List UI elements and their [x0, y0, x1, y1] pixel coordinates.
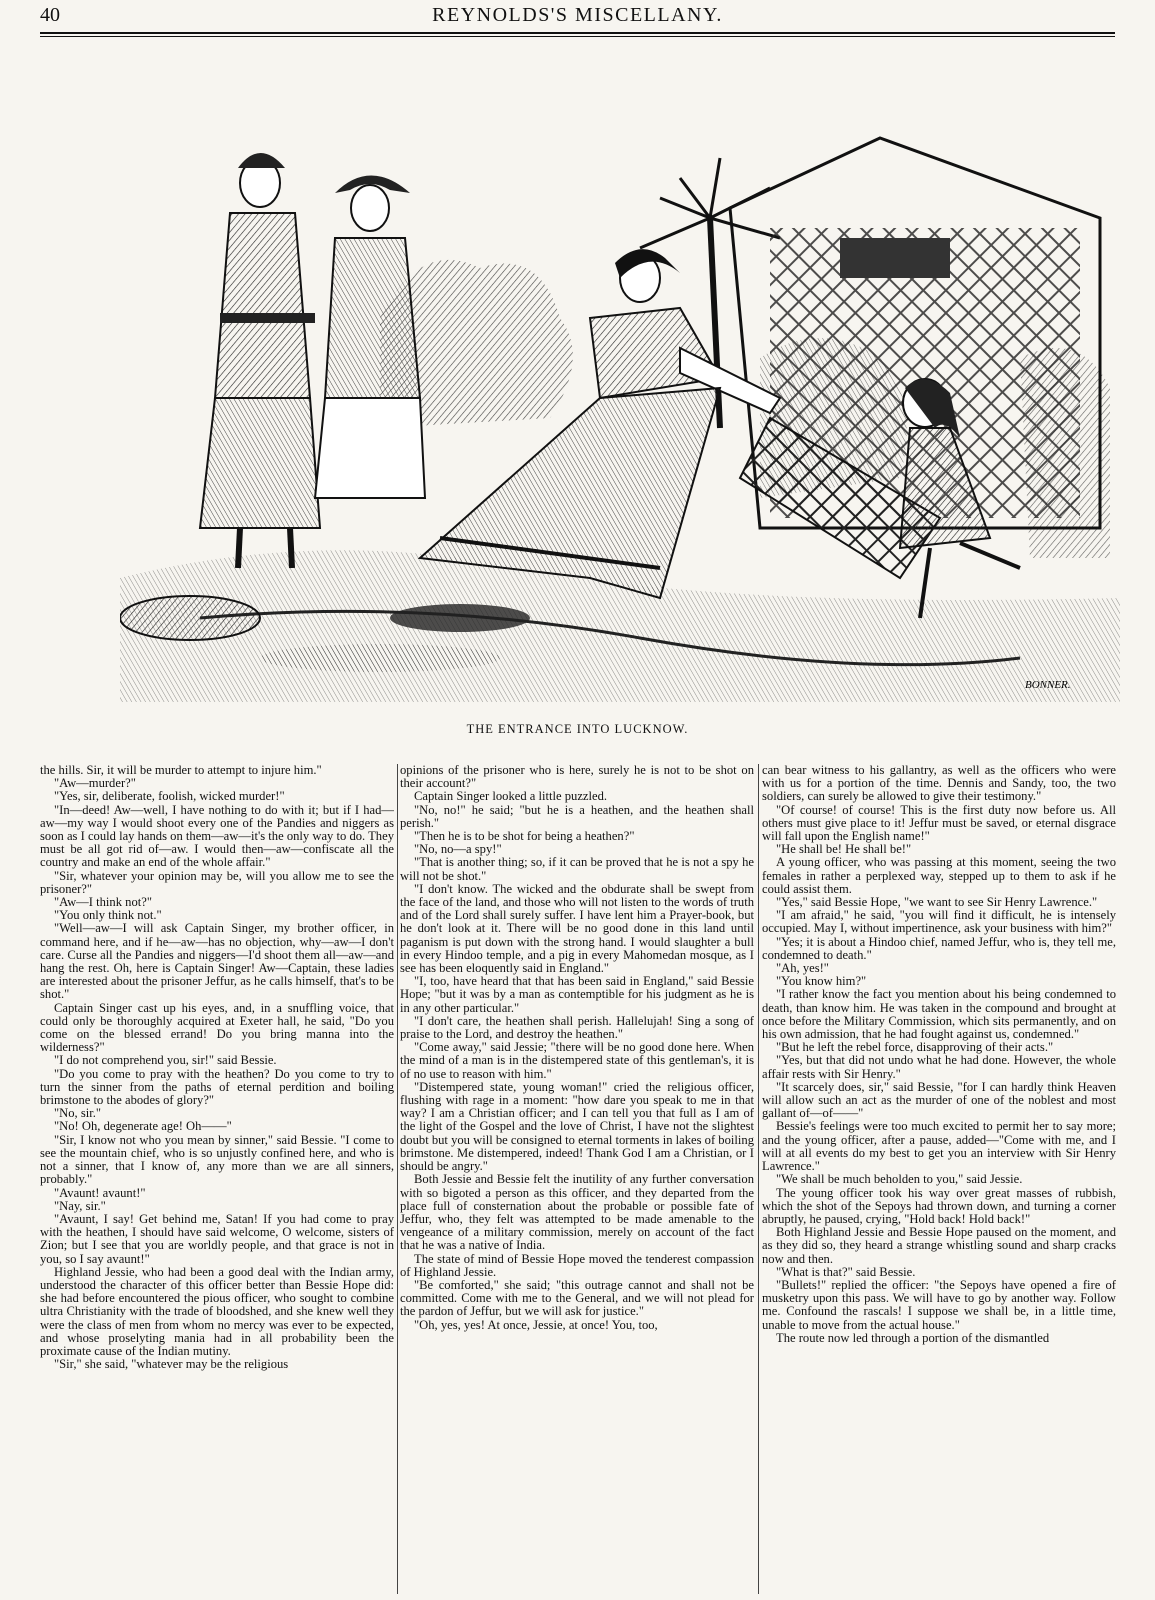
paragraph: "I am afraid," he said, "you will find it difficult, he is intensely occupied. May I, without impertinence, ask your business with him?": [762, 908, 1116, 936]
paragraph: "No, no!" he said; "but he is a heathen, and the heathen shall perish.": [400, 802, 754, 830]
paragraph: "Come away," said Jessie; "there will be no good done here. When the mind of a man is in the distempered state of this gentleman's, it is of no use to reason with him.": [400, 1040, 754, 1081]
paragraph: The state of mind of Bessie Hope moved the tenderest compassion of Highland Jessie.: [400, 1251, 754, 1279]
paragraph: "I rather know the fact you mention about his being condemned to death, than know him. He was taken in the compound and brought at once before the Military Commission, which sits permanently, and on his own admission, that he had fought against us, condemned.": [762, 987, 1116, 1042]
page-number: 40: [40, 4, 60, 26]
header-rule: [40, 32, 1115, 34]
paragraph: "It scarcely does, sir," said Bessie, "for I can hardly think Heaven will allow such an act as the murder of one of the noblest and most gallant of—of——": [762, 1079, 1116, 1121]
paragraph: "You know him?": [776, 974, 867, 989]
paragraph: opinions of the prisoner who is here, surely he is not to be shot on their account?": [400, 764, 754, 791]
page-header: [40, 4, 1115, 28]
paragraph: "Sir," she said, "whatever may be the religious: [54, 1357, 289, 1372]
paragraph: "In—deed! Aw—well, I have nothing to do with it; but if I had—aw—my way I would shoot every one of the Pandies and niggers as soon as I could lay hands on them—aw—it's the only way to do. They must be all got rid of—aw. I would then—aw—confiscate all the country and make an end of the whole affair.": [40, 802, 394, 870]
paragraph: A young officer, who was passing at this moment, seeing the two females in rather a perplexed way, stepped up to them to ask if he could assist them.: [762, 855, 1116, 896]
paragraph: "I do not comprehend you, sir!" said Bessie.: [54, 1053, 277, 1068]
paragraph: "Avaunt, I say! Get behind me, Satan! If you had come to pray with the heathen, I should have said welcome, O welcome, sisters of Zion; but I see that you are worldly people, and that grace is not in you, so I say avaunt!": [40, 1211, 394, 1266]
paragraph: "Do you come to pray with the heathen? Do you come to try to turn the sinner from the paths of eternal perdition and boiling brimstone to the abodes of glory?": [40, 1066, 394, 1108]
text-columns: [40, 764, 1120, 1594]
paragraph: "Then he is to be shot for being a heathen?": [414, 829, 635, 844]
illustration-caption: THE ENTRANCE INTO LUCKNOW.: [466, 722, 689, 736]
paragraph: Highland Jessie, who had been a good deal with the Indian army, understood the character of this officer better than Bessie Hope did: she had before encountered the pious officer, who sought to combine ultra Christianity with the trade of bloodshed, and she knew well they were the class of men from whom no mercy was ever to be expected, and whose proselyting mania had in all probability been the proximate cause of the Indian mutiny.: [40, 1264, 394, 1358]
paragraph: "No! Oh, degenerate age! Oh——": [54, 1119, 232, 1134]
paragraph: "But he left the rebel force, disapproving of their acts.": [776, 1040, 1054, 1055]
paragraph: "Yes," said Bessie Hope, "we want to see Sir Henry Lawrence.": [776, 895, 1098, 910]
engraving-illustration: [120, 98, 1120, 702]
paragraph: "Aw—murder?": [54, 776, 136, 791]
column-1: [40, 764, 394, 1594]
engraver-signature: BONNER.: [1025, 679, 1071, 691]
paragraph: "Of course! of course! This is the first duty now before us. All others must give place to it! Jeffur must be saved, or eternal disgrace will fall upon the English name!": [762, 802, 1116, 844]
paragraph: "That is another thing; so, if it can be proved that he is not a spy he will not be shot.": [400, 855, 754, 883]
paragraph: "Yes, but that did not undo what he had done. However, the whole affair rests with Sir Henry.": [762, 1053, 1116, 1081]
paragraph: "Sir, I know not who you mean by sinner," said Bessie. "I come to see the mountain chief, who is so unjustly confined here, and who is not a sinner, that I know of, any more than we are all sinners, probably.": [40, 1132, 394, 1187]
column-divider: [397, 764, 398, 1594]
paragraph: "Be comforted," she said; "this outrage cannot and shall not be committed. Come with me to the General, and we will not plead for the pardon of Jeffur, but we will ask for justice.": [400, 1277, 754, 1319]
paragraph: "We shall be much beholden to you," said Jessie.: [776, 1172, 1023, 1187]
paragraph: "Aw—I think not?": [54, 895, 152, 910]
paragraph: "What is that?" said Bessie.: [776, 1264, 916, 1279]
paragraph: "I don't know. The wicked and the obdurate shall be swept from the face of the land, and those who will not listen to the words of truth and of the Lord shall surely suffer. I have lent him a Prayer-book, but he don't look at it. There will be no good done in this land until paganism is put down with the strong hand. I would slaughter a bull in every Hindoo temple, and a pig in every Mahomedan mosque, as I see has been eloquently said in England.": [400, 881, 754, 976]
header-rule-thin: [40, 36, 1115, 37]
paragraph: "He shall be! He shall be!": [776, 842, 912, 857]
paragraph: Bessie's feelings were too much excited to permit her to say more; and the young officer, after a pause, added—"Come with me, and I will at all events do my best to get you an interview with Sir Henry Lawrence.": [762, 1119, 1116, 1174]
running-title: REYNOLDS'S MISCELLANY.: [432, 4, 723, 26]
paragraph: Captain Singer looked a little puzzled.: [414, 789, 608, 804]
paragraph: "Distempered state, young woman!" cried the religious officer, flushing with rage in a moment: "how dare you speak to me in that way? I am a Christian officer; and I can tell you that full as I am of the light of the Gospel and the love of Christ, I have not the slightest doubt but you will be consigned to eternal torments in lakes of boiling brimstone. Me distempered, indeed! Thank God I am a Christian, or I should be angry.": [400, 1079, 754, 1174]
column-divider: [758, 764, 759, 1594]
paragraph: "Bullets!" replied the officer: "the Sepoys have opened a fire of musketry upon this pass. We will have to go by another way. Follow me. Confound the rascals! I suppose we shall be, in a little time, unable to move from the actual house.": [762, 1277, 1116, 1332]
paragraph: "No, sir.": [54, 1106, 102, 1121]
paragraph: The young officer took his way over great masses of rubbish, which the shot of the Sepoys had thrown down, and turning a corner abruptly, he paused, crying, "Hold back! Hold back!": [762, 1185, 1116, 1226]
paragraph: "Oh, yes, yes! At once, Jessie, at once! You, too,: [414, 1317, 658, 1332]
paragraph: "I don't care, the heathen shall perish. Hallelujah! Sing a song of praise to the Lord, and destroy the heathen.": [400, 1013, 754, 1042]
paragraph: "No, no—a spy!": [414, 842, 502, 857]
paragraph: Both Highland Jessie and Bessie Hope paused on the moment, and as they did so, they heard a strange whistling sound and sharp cracks now and then.: [762, 1225, 1116, 1266]
paragraph: "Nay, sir.": [54, 1198, 106, 1213]
paragraph: "Yes; it is about a Hindoo chief, named Jeffur, who is, they tell me, condemned to death.": [762, 934, 1116, 962]
paragraph: "Yes, sir, deliberate, foolish, wicked murder!": [54, 789, 285, 804]
paragraph: "Ah, yes!": [776, 961, 829, 976]
paragraph: The route now led through a portion of the dismantled: [776, 1330, 1050, 1345]
paragraph: "You only think not.": [54, 908, 162, 923]
paragraph: the hills. Sir, it will be murder to attempt to injure him.": [40, 764, 322, 777]
column-2: [400, 764, 754, 1594]
paragraph: "Avaunt! avaunt!": [54, 1185, 146, 1200]
paragraph: can bear witness to his gallantry, as well as the officers who were with us for a portion of the time. Dennis and Sandy, too, the two soldiers, can surely be allowed to give their testimony.": [762, 764, 1116, 804]
column-3: [762, 764, 1116, 1594]
paragraph: Both Jessie and Bessie felt the inutility of any further conversation with so bigoted a person as this officer, and they departed from the place full of consternation about the probable or possible fate of Jeffur, who, they felt was attempted to be made amenable to the vengeance of a military commission, merely on account of the fact that he was a native of India.: [400, 1172, 754, 1253]
paragraph: "Sir, whatever your opinion may be, will you allow me to see the prisoner?": [40, 868, 394, 896]
paragraph: "I, too, have heard that that has been said in England," said Bessie Hope; "but it was by a man as contemptible for his judgment as he is in any other particular.": [400, 974, 754, 1015]
paragraph: "Well—aw—I will ask Captain Singer, my brother officer, in command here, and if he—aw—has no objection, why—aw—I don't care. Curse all the Pandies and niggers—I'd shoot them all—aw—and hang the rest. Oh, here is Captain Singer! Aw—Captain, these ladies are interested about the prisoner Jeffur, as he calls himself, that's to be shot.": [40, 921, 394, 1002]
paragraph: Captain Singer cast up his eyes, and, in a snuffling voice, that could only be thoroughly acquired at Exeter hall, he said, "Do you come on the blessed errand! Do you bring manna into the wilderness?": [40, 1000, 394, 1055]
